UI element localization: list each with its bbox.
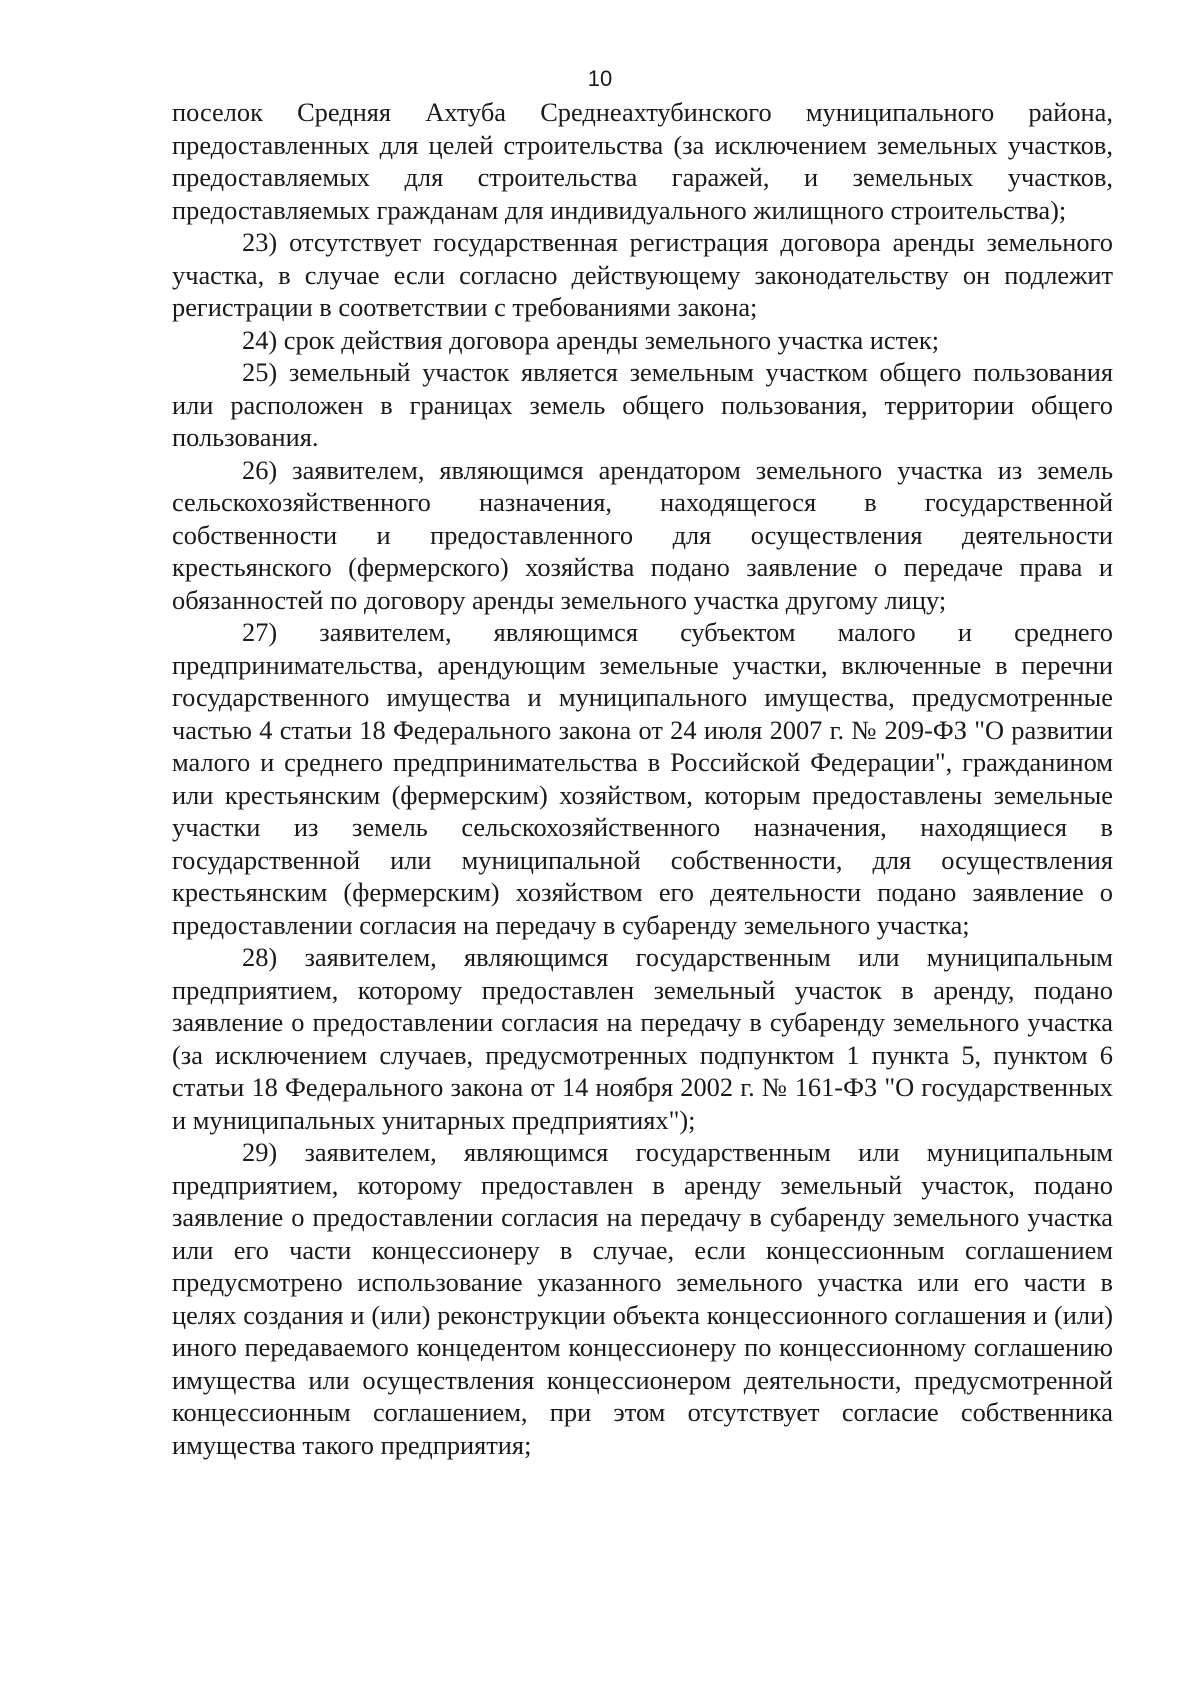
document-body [172, 96, 1113, 1461]
paragraph-item-29: 29) заявителем, являющимся государственным или муниципальным предприятием, которому предоставлен в аренду земельный участок, подано заявление о предоставлении согласия на передачу в субаренду земельного участка или его части концессионеру в случае, если концессионным соглашением предусмотрено использование указанного земельного участка или его части в целях создания и (или) реконструкции объекта концессионного соглашения и (или) иного передаваемого концедентом концессионеру по концессионному соглашению имущества или осуществления концессионером деятельности, предусмотренной концессионным соглашением, при этом отсутствует согласие собственника имущества такого предприятия; [172, 1137, 1113, 1460]
paragraph-item-23: 23) отсутствует государственная регистрация договора аренды земельного участка, в случае если согласно действующему законодательству он подлежит регистрации в соответствии с требованиями закона; [172, 227, 1113, 322]
paragraph-continued: поселок Средняя Ахтуба Среднеахтубинского муниципального района, предоставленных для целей строительства (за исключением земельных участков, предоставляемых для строительства гаражей, и земельных участков, предоставляемых гражданам для индивидуального жилищного строительства); [172, 97, 1113, 225]
paragraph-item-27: 27) заявителем, являющимся субъектом малого и среднего предпринимательства, арендующим земельные участки, включенные в перечни государственного имущества и муниципального имущества, предусмотренные частью 4 статьи 18 Федерального закона от 24 июля 2007 г. № 209-ФЗ "О развитии малого и среднего предпринимательства в Российской Федерации", гражданином или крестьянским (фермерским) хозяйством, которым предоставлены земельные участки из земель сельскохозяйственного назначения, находящиеся в государственной или муниципальной собственности, для осуществления крестьянским (фермерским) хозяйством его деятельности подано заявление о предоставлении согласия на передачу в субаренду земельного участка; [172, 617, 1113, 940]
paragraph-item-25: 25) земельный участок является земельным участком общего пользования или расположен в границах земель общего пользования, территории общего пользования. [172, 357, 1113, 452]
paragraph-item-28: 28) заявителем, являющимся государственным или муниципальным предприятием, которому предоставлен земельный участок в аренду, подано заявление о предоставлении согласия на передачу в субаренду земельного участка (за исключением случаев, предусмотренных подпунктом 1 пункта 5, пунктом 6 статьи 18 Федерального закона от 14 ноября 2002 г. № 161-ФЗ "О государственных и муниципальных унитарных предприятиях"); [172, 942, 1113, 1135]
page-number: 10 [587, 66, 613, 91]
paragraph-item-24: 24) срок действия договора аренды земельного участка истек; [242, 324, 940, 355]
paragraph-item-26: 26) заявителем, являющимся арендатором земельного участка из земель сельскохозяйственного назначения, находящегося в государственной собственности и предоставленного для осуществления деятельности крестьянского (фермерского) хозяйства подано заявление о передаче права и обязанностей по договору аренды земельного участка другому лицу; [172, 454, 1113, 615]
